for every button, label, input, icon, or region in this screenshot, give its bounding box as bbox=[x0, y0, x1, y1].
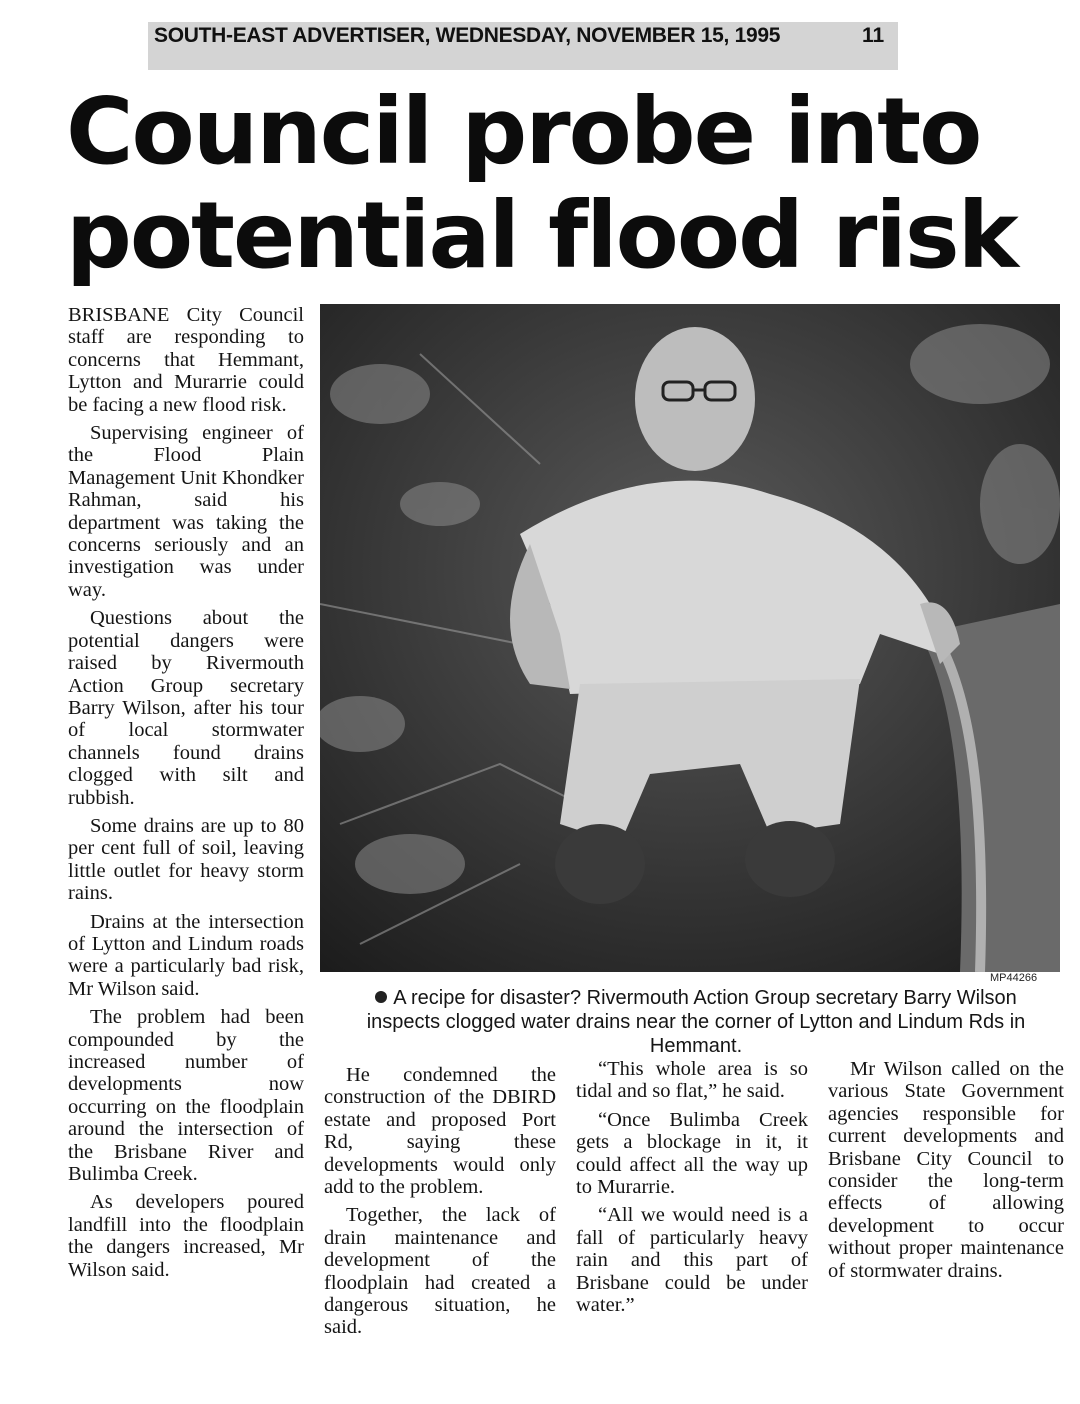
photo-caption bbox=[336, 986, 1056, 1058]
photo-illustration bbox=[320, 304, 1060, 972]
article-column-4 bbox=[828, 1058, 1064, 1288]
paragraph: As developers poured landfill into the floodplain the dangers increased, Mr Wilson said. bbox=[68, 1191, 304, 1281]
news-photo bbox=[320, 304, 1060, 972]
masthead-dateline: SOUTH-EAST ADVERTISER, WEDNESDAY, NOVEMBER 15, 1995 bbox=[154, 24, 781, 47]
paragraph: “All we would need is a fall of particularly heavy rain and this part of Brisbane could be under water.” bbox=[576, 1204, 808, 1317]
paragraph: Drains at the intersection of Lytton and Lindum roads were a particularly bad risk, Mr Wilson said. bbox=[68, 910, 304, 1000]
headline-line-1: Council probe into bbox=[66, 78, 981, 185]
article-column-1 bbox=[68, 304, 304, 1287]
paragraph: He condemned the construction of the DBIRD estate and proposed Port Rd, saying these developments would only add to the problem. bbox=[324, 1064, 556, 1199]
bullet-icon bbox=[375, 991, 387, 1003]
page-number: 11 bbox=[862, 24, 885, 47]
paragraph: Together, the lack of drain maintenance and development of the floodplain had created a dangerous situation, he said. bbox=[324, 1204, 556, 1339]
paragraph: “Once Bulimba Creek gets a blockage in it, it could affect all the way up to Murarrie. bbox=[576, 1108, 808, 1199]
paragraph: Mr Wilson called on the various State Government agencies responsible for current developments and Brisbane City Council to consider the long-term effects of allowing development to occur without proper maintenance of stormwater drains. bbox=[828, 1058, 1064, 1282]
headline bbox=[66, 80, 1066, 288]
photo-credit: MP44266 bbox=[990, 972, 1038, 984]
headline-line-2: potential flood risk bbox=[66, 182, 1017, 289]
paragraph: Questions about the potential dangers were raised by Rivermouth Action Group secretary Barry Wilson, after his tour of local stormwater channels found drains clogged with silt and rubbish. bbox=[68, 607, 304, 809]
article-column-3 bbox=[576, 1058, 808, 1322]
paragraph: The problem had been compounded by the increased number of developments now occurring on the floodplain around the intersection of the Brisbane River and Bulimba Creek. bbox=[68, 1006, 304, 1186]
article-column-2 bbox=[324, 1064, 556, 1345]
paragraph: Supervising engineer of the Flood Plain Management Unit Khondker Rahman, said his department was taking the concerns seriously and an investigation was under way. bbox=[68, 422, 304, 601]
paragraph: Some drains are up to 80 per cent full of soil, leaving little outlet for heavy storm rains. bbox=[68, 814, 304, 905]
photo-caption-text: A recipe for disaster? Rivermouth Action Group secretary Barry Wilson inspects clogged water drains near the corner of Lytton and Lindum Rds in Hemmant. bbox=[366, 987, 1026, 1057]
paragraph: “This whole area is so tidal and so flat,” he said. bbox=[576, 1058, 808, 1103]
paragraph: BRISBANE City Council staff are responding to concerns that Hemmant, Lytton and Murarrie could be facing a new flood risk. bbox=[68, 304, 304, 416]
